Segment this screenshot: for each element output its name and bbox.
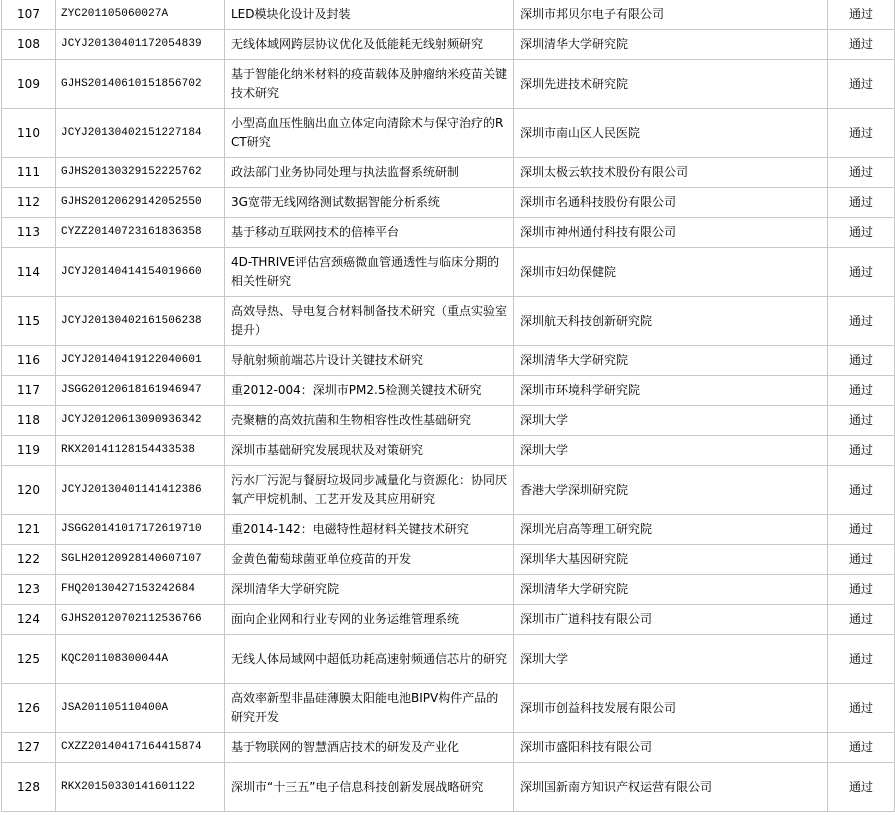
result-cell: 通过 [828, 109, 895, 158]
project-table-body [2, 0, 895, 812]
table-row [2, 733, 895, 763]
result-cell: 通过 [828, 376, 895, 406]
project-code-cell: JCYJ20130401141412386 [56, 466, 225, 515]
project-title-cell: 面向企业网和行业专网的业务运维管理系统 [225, 605, 514, 635]
result-cell: 通过 [828, 0, 895, 30]
organization-cell: 深圳市创益科技发展有限公司 [514, 684, 828, 733]
project-code-cell: SGLH20120928140607107 [56, 545, 225, 575]
result-cell: 通过 [828, 30, 895, 60]
project-number-cell: 114 [2, 248, 56, 297]
organization-cell: 深圳市邦贝尔电子有限公司 [514, 0, 828, 30]
table-row [2, 763, 895, 812]
project-code-cell: KQC201108300044A [56, 635, 225, 684]
organization-cell: 深圳华大基因研究院 [514, 545, 828, 575]
organization-cell: 深圳大学 [514, 436, 828, 466]
project-number-cell: 116 [2, 346, 56, 376]
result-cell: 通过 [828, 635, 895, 684]
project-title-cell: 政法部门业务协同处理与执法监督系统研制 [225, 158, 514, 188]
project-number-cell: 112 [2, 188, 56, 218]
table-row [2, 635, 895, 684]
project-number-cell: 107 [2, 0, 56, 30]
table-row [2, 436, 895, 466]
result-cell: 通过 [828, 60, 895, 109]
table-row [2, 109, 895, 158]
project-code-cell: RKX20150330141601122 [56, 763, 225, 812]
project-title-cell: 深圳市基础研究发展现状及对策研究 [225, 436, 514, 466]
organization-cell: 深圳市妇幼保健院 [514, 248, 828, 297]
project-number-cell: 124 [2, 605, 56, 635]
organization-cell: 深圳市名通科技股份有限公司 [514, 188, 828, 218]
project-number-cell: 126 [2, 684, 56, 733]
project-code-cell: JSA201105110400A [56, 684, 225, 733]
project-number-cell: 118 [2, 406, 56, 436]
project-number-cell: 115 [2, 297, 56, 346]
project-title-cell: 无线体域网跨层协议优化及低能耗无线射频研究 [225, 30, 514, 60]
project-code-cell: CYZZ20140723161836358 [56, 218, 225, 248]
result-cell: 通过 [828, 515, 895, 545]
project-code-cell: GJHS20130329152225762 [56, 158, 225, 188]
table-row [2, 515, 895, 545]
project-number-cell: 127 [2, 733, 56, 763]
result-cell: 通过 [828, 188, 895, 218]
result-cell: 通过 [828, 575, 895, 605]
organization-cell: 深圳市盛阳科技有限公司 [514, 733, 828, 763]
project-title-cell: 金黄色葡萄球菌亚单位疫苗的开发 [225, 545, 514, 575]
table-row [2, 60, 895, 109]
project-number-cell: 121 [2, 515, 56, 545]
table-row [2, 575, 895, 605]
organization-cell: 香港大学深圳研究院 [514, 466, 828, 515]
project-code-cell: JCYJ20130401172054839 [56, 30, 225, 60]
table-row [2, 466, 895, 515]
result-cell: 通过 [828, 406, 895, 436]
table-row [2, 346, 895, 376]
result-cell: 通过 [828, 466, 895, 515]
project-code-cell: JSGG20120618161946947 [56, 376, 225, 406]
organization-cell: 深圳清华大学研究院 [514, 30, 828, 60]
project-number-cell: 120 [2, 466, 56, 515]
result-cell: 通过 [828, 545, 895, 575]
result-cell: 通过 [828, 248, 895, 297]
project-code-cell: JCYJ20140414154019660 [56, 248, 225, 297]
project-code-cell: JCYJ20140419122040601 [56, 346, 225, 376]
organization-cell: 深圳市广道科技有限公司 [514, 605, 828, 635]
table-row [2, 0, 895, 30]
project-number-cell: 122 [2, 545, 56, 575]
project-number-cell: 110 [2, 109, 56, 158]
project-title-cell: 小型高血压性脑出血立体定向清除术与保守治疗的RCT研究 [225, 109, 514, 158]
project-number-cell: 123 [2, 575, 56, 605]
project-number-cell: 109 [2, 60, 56, 109]
project-code-cell: GJHS20120629142052550 [56, 188, 225, 218]
project-number-cell: 119 [2, 436, 56, 466]
table-row [2, 30, 895, 60]
project-code-cell: FHQ20130427153242684 [56, 575, 225, 605]
project-title-cell: 深圳清华大学研究院 [225, 575, 514, 605]
project-title-cell: 3G宽带无线网络测试数据智能分析系统 [225, 188, 514, 218]
organization-cell: 深圳大学 [514, 406, 828, 436]
project-code-cell: JSGG20141017172619710 [56, 515, 225, 545]
organization-cell: 深圳清华大学研究院 [514, 346, 828, 376]
organization-cell: 深圳航天科技创新研究院 [514, 297, 828, 346]
project-title-cell: 壳聚糖的高效抗菌和生物相容性改性基础研究 [225, 406, 514, 436]
result-cell: 通过 [828, 684, 895, 733]
project-code-cell: JCYJ20130402161506238 [56, 297, 225, 346]
table-row [2, 376, 895, 406]
result-cell: 通过 [828, 733, 895, 763]
project-table [1, 0, 895, 812]
organization-cell: 深圳先进技术研究院 [514, 60, 828, 109]
project-code-cell: RKX20141128154433538 [56, 436, 225, 466]
organization-cell: 深圳市神州通付科技有限公司 [514, 218, 828, 248]
project-number-cell: 128 [2, 763, 56, 812]
table-row [2, 297, 895, 346]
organization-cell: 深圳光启高等理工研究院 [514, 515, 828, 545]
project-number-cell: 111 [2, 158, 56, 188]
project-title-cell: 污水厂污泥与餐厨垃圾同步减量化与资源化：协同厌氧产甲烷机制、工艺开发及其应用研究 [225, 466, 514, 515]
project-code-cell: GJHS20120702112536766 [56, 605, 225, 635]
project-code-cell: JCYJ20130402151227184 [56, 109, 225, 158]
table-row [2, 406, 895, 436]
result-cell: 通过 [828, 297, 895, 346]
project-title-cell: 深圳市“十三五”电子信息科技创新发展战略研究 [225, 763, 514, 812]
project-code-cell: CXZZ20140417164415874 [56, 733, 225, 763]
result-cell: 通过 [828, 218, 895, 248]
result-cell: 通过 [828, 763, 895, 812]
project-code-cell: JCYJ20120613090936342 [56, 406, 225, 436]
project-title-cell: 高效导热、导电复合材料制备技术研究（重点实验室提升） [225, 297, 514, 346]
organization-cell: 深圳国新南方知识产权运营有限公司 [514, 763, 828, 812]
project-title-cell: 高效率新型非晶硅薄膜太阳能电池BIPV构件产品的研究开发 [225, 684, 514, 733]
project-number-cell: 113 [2, 218, 56, 248]
project-title-cell: 导航射频前端芯片设计关键技术研究 [225, 346, 514, 376]
result-cell: 通过 [828, 436, 895, 466]
project-title-cell: 无线人体局域网中超低功耗高速射频通信芯片的研究 [225, 635, 514, 684]
organization-cell: 深圳市环境科学研究院 [514, 376, 828, 406]
project-title-cell: 4D-THRIVE评估宫颈癌微血管通透性与临床分期的相关性研究 [225, 248, 514, 297]
organization-cell: 深圳太极云软技术股份有限公司 [514, 158, 828, 188]
table-row [2, 605, 895, 635]
table-row [2, 545, 895, 575]
organization-cell: 深圳清华大学研究院 [514, 575, 828, 605]
project-title-cell: 重2014-142：电磁特性超材料关键技术研究 [225, 515, 514, 545]
result-cell: 通过 [828, 158, 895, 188]
project-code-cell: ZYC201105060027A [56, 0, 225, 30]
organization-cell: 深圳市南山区人民医院 [514, 109, 828, 158]
project-number-cell: 108 [2, 30, 56, 60]
project-code-cell: GJHS20140610151856702 [56, 60, 225, 109]
project-number-cell: 125 [2, 635, 56, 684]
table-row [2, 188, 895, 218]
organization-cell: 深圳大学 [514, 635, 828, 684]
project-title-cell: 基于移动互联网技术的倍棒平台 [225, 218, 514, 248]
project-title-cell: LED模块化设计及封装 [225, 0, 514, 30]
table-row [2, 158, 895, 188]
table-row [2, 218, 895, 248]
project-title-cell: 重2012-004：深圳市PM2.5检测关键技术研究 [225, 376, 514, 406]
table-row [2, 248, 895, 297]
project-title-cell: 基于物联网的智慧酒店技术的研发及产业化 [225, 733, 514, 763]
project-title-cell: 基于智能化纳米材料的疫苗载体及肿瘤纳米疫苗关键技术研究 [225, 60, 514, 109]
table-row [2, 684, 895, 733]
result-cell: 通过 [828, 605, 895, 635]
project-number-cell: 117 [2, 376, 56, 406]
result-cell: 通过 [828, 346, 895, 376]
